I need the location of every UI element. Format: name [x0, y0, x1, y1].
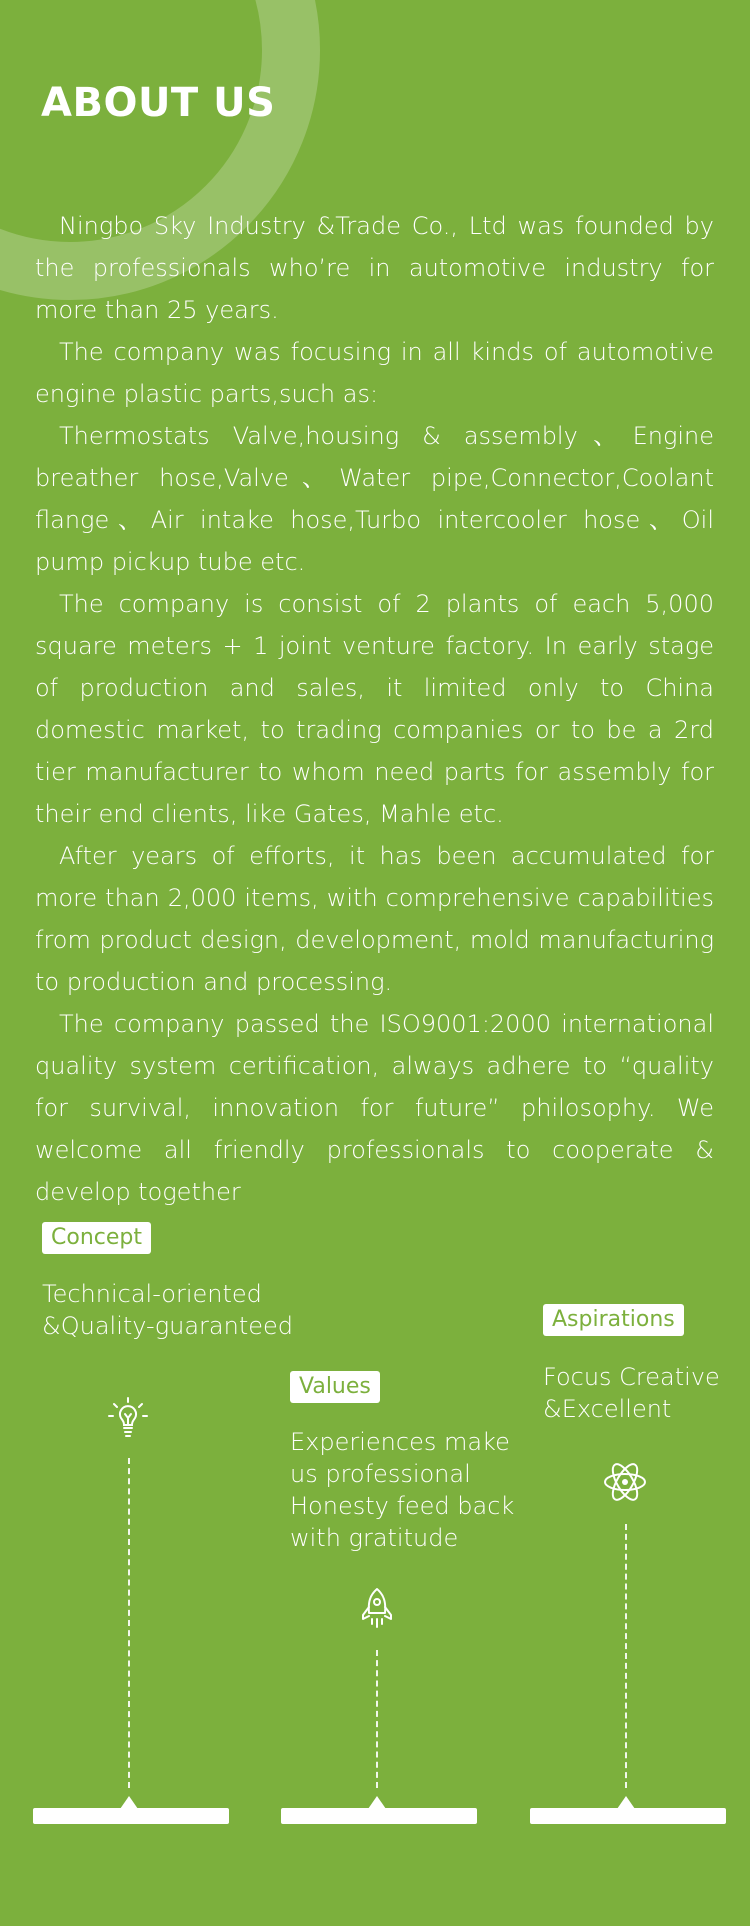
aspirations-dashed-line: [625, 1524, 627, 1788]
values-line: Honesty feed back: [290, 1492, 515, 1520]
about-paragraph: After years of efforts, it has been accumulated for more than 2,000 items, with comprehensive capabilities from product design, development, mold manufacturing to production and processing.: [35, 842, 714, 996]
lightbulb-icon: [104, 1394, 152, 1442]
concept-base: [33, 1808, 229, 1824]
concept-description: [42, 1278, 293, 1342]
about-text: [35, 205, 714, 1213]
concept-line: &Quality-guaranteed: [42, 1312, 293, 1340]
about-paragraph: The company was focusing in all kinds of automotive engine plastic parts,such as:: [35, 338, 714, 408]
page-title: ABOUT US: [41, 80, 276, 126]
about-paragraph: Thermostats Valve,housing & assembly、Engine breather hose,Valve、Water pipe,Connector,Coolant flange、Air intake hose,Turbo intercooler hose、Oil pump pickup tube etc.: [35, 422, 714, 576]
concept-dashed-line: [128, 1458, 130, 1788]
values-base: [281, 1808, 477, 1824]
atom-icon: [601, 1458, 649, 1506]
concept-tag: Concept: [42, 1222, 151, 1254]
rocket-icon: [353, 1585, 401, 1633]
about-paragraph: The company is consist of 2 plants of each 5,000 square meters + 1 joint venture factory. In early stage of production and sales, it limited only to China domestic market, to trading companies or to be a 2rd tier manufacturer to whom need parts for assembly for their end clients, like Gates, Mahle etc.: [35, 590, 714, 828]
values-description: [290, 1426, 514, 1554]
values-dashed-line: [376, 1650, 378, 1788]
aspirations-line: Focus Creative: [543, 1363, 720, 1391]
values-line: us professional: [290, 1460, 471, 1488]
aspirations-base: [530, 1808, 726, 1824]
aspirations-tag: Aspirations: [543, 1304, 684, 1336]
aspirations-description: [543, 1361, 720, 1425]
values-tag: Values: [290, 1371, 380, 1403]
about-paragraph: Ningbo Sky Industry &Trade Co., Ltd was founded by the professionals who’re in automotive industry for more than 25 years.: [35, 212, 714, 324]
about-paragraph: The company passed the ISO9001:2000 international quality system certification, always adhere to “quality for survival, innovation for future” philosophy. We welcome all friendly professionals to cooperate & develop together: [35, 1010, 714, 1206]
aspirations-line: &Excellent: [543, 1395, 672, 1423]
concept-line: Technical-oriented: [42, 1280, 262, 1308]
values-line: Experiences make: [290, 1428, 510, 1456]
values-line: with gratitude: [290, 1524, 459, 1552]
